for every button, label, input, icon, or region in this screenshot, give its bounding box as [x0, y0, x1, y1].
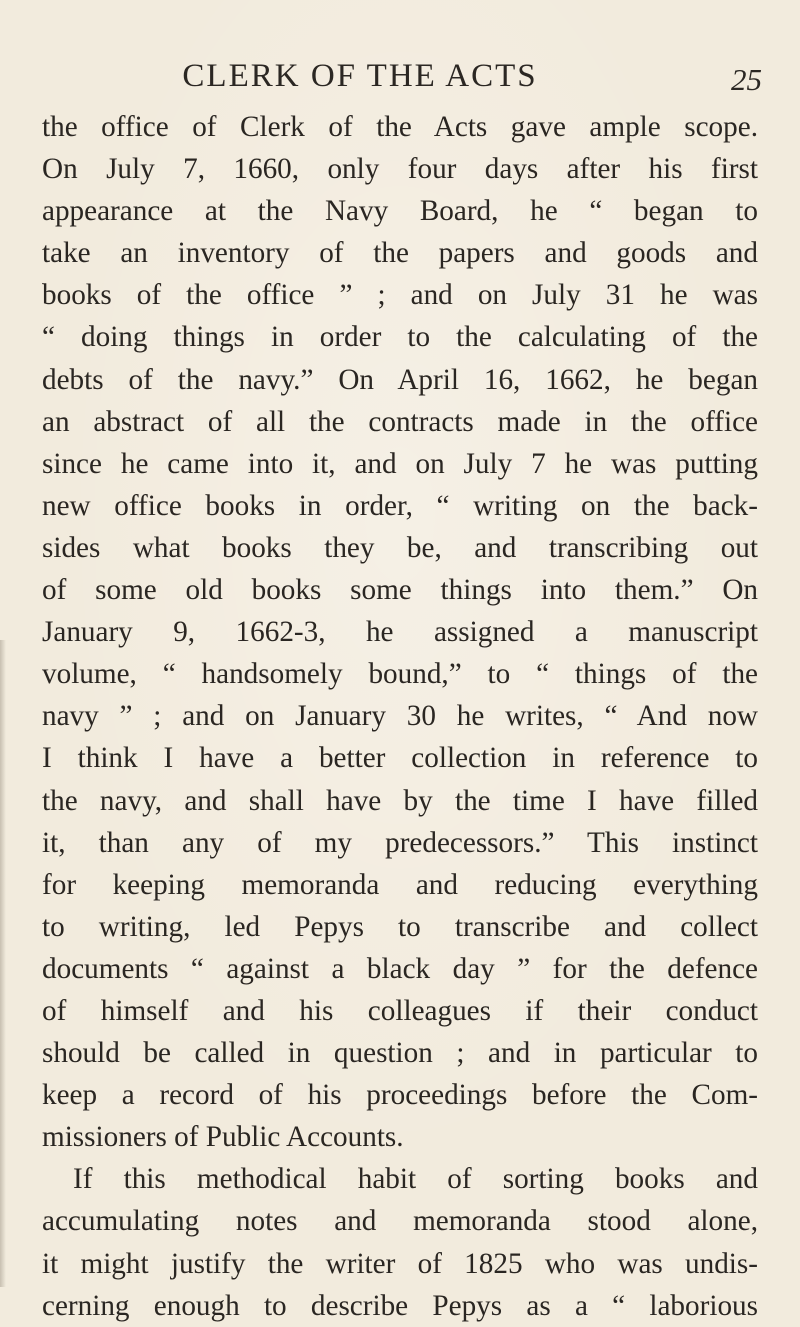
text-line: debts of the navy.” On April 16, 1662, he began	[42, 363, 758, 396]
text-line: new office books in order, “ writing on the back-	[42, 489, 758, 522]
text-line: it might justify the writer of 1825 who was undis-	[42, 1247, 758, 1280]
paragraph-first-line: If this methodical habit of sorting books and	[73, 1163, 758, 1196]
body-text	[42, 106, 758, 1327]
text-line: documents “ against a black day ” for the defence	[42, 952, 758, 985]
text-line: an abstract of all the contracts made in the office	[42, 405, 758, 438]
running-title: CLERK OF THE ACTS	[182, 58, 538, 94]
text-line: I think I have a better collection in reference to	[42, 742, 758, 775]
text-line: cerning enough to describe Pepys as a “ laborious	[42, 1289, 758, 1322]
text-line: of himself and his colleagues if their conduct	[42, 994, 758, 1027]
text-line: since he came into it, and on July 7 he was putting	[42, 447, 758, 480]
text-line: the office of Clerk of the Acts gave ample scope.	[42, 111, 758, 143]
text-line: take an inventory of the papers and goods and	[42, 237, 758, 270]
text-line: it, than any of my predecessors.” This instinct	[42, 826, 758, 859]
text-line: On July 7, 1660, only four days after his first	[42, 153, 758, 186]
page-number: 25	[731, 62, 762, 97]
text-line: books of the office ” ; and on July 31 he was	[42, 279, 758, 312]
text-line: appearance at the Navy Board, he “ began to	[42, 195, 758, 228]
text-line: to writing, led Pepys to transcribe and collect	[42, 910, 758, 943]
text-line: sides what books they be, and transcribing out	[42, 531, 758, 564]
text-line: keep a record of his proceedings before the Com-	[42, 1079, 758, 1112]
text-line: the navy, and shall have by the time I have filled	[42, 784, 758, 817]
page-edge-shadow	[0, 640, 6, 1287]
text-line: accumulating notes and memoranda stood alone,	[42, 1205, 758, 1238]
text-line: “ doing things in order to the calculating of the	[42, 321, 758, 354]
running-head	[0, 52, 800, 102]
text-line: for keeping memoranda and reducing everything	[42, 868, 758, 901]
text-line: should be called in question ; and in particular to	[42, 1037, 758, 1070]
text-line: of some old books some things into them.” On	[42, 574, 758, 607]
text-line: January 9, 1662-3, he assigned a manuscript	[42, 616, 758, 649]
text-line: volume, “ handsomely bound,” to “ things of the	[42, 658, 758, 691]
text-line: navy ” ; and on January 30 he writes, “ And now	[42, 700, 758, 733]
text-line: missioners of Public Accounts.	[42, 1121, 404, 1154]
